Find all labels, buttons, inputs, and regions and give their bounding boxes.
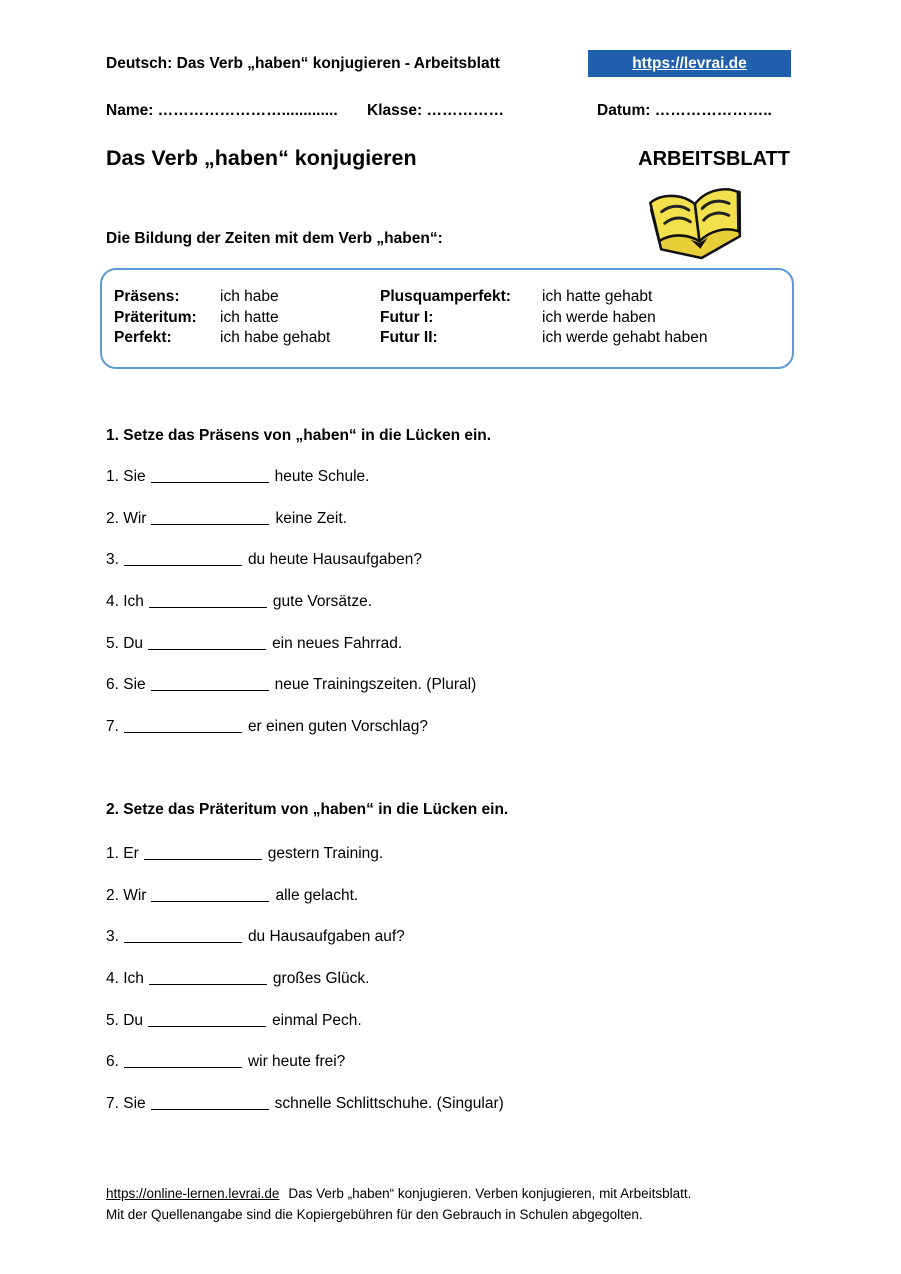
arbeitsblatt-label: ARBEITSBLATT [638,148,790,170]
sentence-prefix: 4. Ich [106,593,144,611]
tense-example: ich werde gehabt haben [542,329,708,346]
answer-blank[interactable] [149,595,267,608]
footer [106,1184,691,1225]
sentence-prefix: 2. Wir [106,509,147,527]
sentence-prefix: 6. Sie [106,676,146,694]
sentence-suffix: alle gelacht. [275,886,359,904]
sentence-prefix: 1. Sie [106,468,146,485]
sentence-suffix: schnelle Schlittschuhe. (Singular) [274,1095,504,1113]
sentence-prefix: 7. [106,718,119,736]
worksheet-header-line: Deutsch: Das Verb „haben“ konjugieren - Arbeitsblatt [106,55,500,72]
sentence-prefix: 7. Sie [106,1095,146,1113]
sentence-prefix: 3. [106,928,119,946]
answer-blank[interactable] [151,512,269,525]
sentence-prefix: 3. [106,551,119,569]
tense-label: Präteritum: [114,308,197,326]
conjugation-row [380,287,792,308]
sentence-suffix: ein neues Fahrrad. [272,634,403,652]
fill-blank-sentence [106,636,491,678]
footer-line1-text: Das Verb „haben“ konjugieren. Verben konjugieren, mit Arbeitsblatt. [288,1186,692,1201]
answer-blank[interactable] [144,847,262,860]
fill-blank-sentence [106,1013,508,1055]
intro-line: Die Bildung der Zeiten mit dem Verb „haben“: [106,230,443,247]
exercise-2 [106,802,508,1138]
sentence-suffix: einmal Pech. [272,1011,362,1029]
answer-blank[interactable] [149,972,267,985]
sentence-suffix: er einen guten Vorschlag? [247,718,429,736]
exercise-2-heading: 2. Setze das Präteritum von „haben“ in die Lücken ein. [106,801,509,818]
tense-label: Futur II: [380,329,438,346]
sentence-prefix: 5. Du [106,634,144,652]
fill-blank-sentence [106,1054,508,1096]
answer-blank[interactable] [151,889,269,902]
footer-line-1 [106,1184,691,1205]
sentence-prefix: 4. Ich [106,970,144,988]
fill-blank-sentence [106,719,491,761]
answer-blank[interactable] [148,637,266,650]
fill-blank-sentence [106,552,491,594]
conjugation-row [114,308,380,329]
sentence-suffix: du heute Hausaufgaben? [247,551,423,569]
answer-blank[interactable] [151,678,269,691]
fill-blank-sentence [106,677,491,719]
levrai-link-box[interactable] [588,50,791,77]
footer-line-2: Mit der Quellenangabe sind die Kopiergebühren für den Gebrauch in Schulen abgegolten. [106,1206,643,1222]
name-field: Name: ……………………............. [106,102,338,119]
open-book-icon [646,182,748,260]
levrai-link-label[interactable]: https://levrai.de [632,54,747,72]
sentence-suffix: gute Vorsätze. [272,593,373,611]
tense-example: ich habe [220,288,279,305]
conjugation-left-column [114,287,380,367]
answer-blank[interactable] [124,930,242,943]
exercise-1 [106,428,491,761]
conjugation-row [114,287,380,308]
sentence-suffix: heute Schule. [274,468,370,485]
sentence-suffix: wir heute frei? [247,1053,346,1071]
tense-label: Präsens: [114,288,180,305]
fill-blank-sentence [106,1096,508,1138]
answer-blank[interactable] [124,720,242,733]
fill-blank-sentence [106,971,508,1013]
datum-field: Datum: ………………….. [597,102,772,119]
footer-link[interactable]: https://online-lernen.levrai.de [106,1186,280,1201]
conjugation-row [114,328,380,349]
sentence-suffix: großes Glück. [272,970,370,988]
fill-blank-sentence [106,846,508,888]
tense-example: ich hatte gehabt [542,288,653,305]
answer-blank[interactable] [151,470,269,483]
klasse-field: Klasse: …………… [367,102,504,119]
page-title: Das Verb „haben“ konjugieren [106,146,417,170]
tense-label: Plusquamperfekt: [380,288,511,305]
exercise-1-heading: 1. Setze das Präsens von „haben“ in die Lücken ein. [106,427,492,444]
tense-label: Perfekt: [114,329,172,346]
conjugation-row [380,308,792,329]
sentence-prefix: 2. Wir [106,886,147,904]
answer-blank[interactable] [148,1014,266,1027]
fill-blank-sentence [106,511,491,553]
conjugation-right-column [380,287,792,367]
fill-blank-sentence [106,594,491,636]
fill-blank-sentence [106,469,491,511]
tense-example: ich hatte [220,308,279,326]
conjugation-info-box [100,268,794,369]
tense-example: ich habe gehabt [220,329,331,346]
sentence-prefix: 6. [106,1053,119,1071]
tense-label: Futur I: [380,308,434,326]
sentence-suffix: gestern Training. [267,845,384,862]
sentence-suffix: keine Zeit. [275,509,347,527]
answer-blank[interactable] [124,553,242,566]
answer-blank[interactable] [151,1097,269,1110]
fill-blank-sentence [106,929,508,971]
sentence-prefix: 1. Er [106,845,139,862]
sentence-suffix: neue Trainingszeiten. (Plural) [274,676,477,694]
conjugation-row [380,328,792,349]
sentence-prefix: 5. Du [106,1011,144,1029]
tense-example: ich werde haben [542,308,656,326]
fill-blank-sentence [106,888,508,930]
answer-blank[interactable] [124,1055,242,1068]
sentence-suffix: du Hausaufgaben auf? [247,928,405,946]
